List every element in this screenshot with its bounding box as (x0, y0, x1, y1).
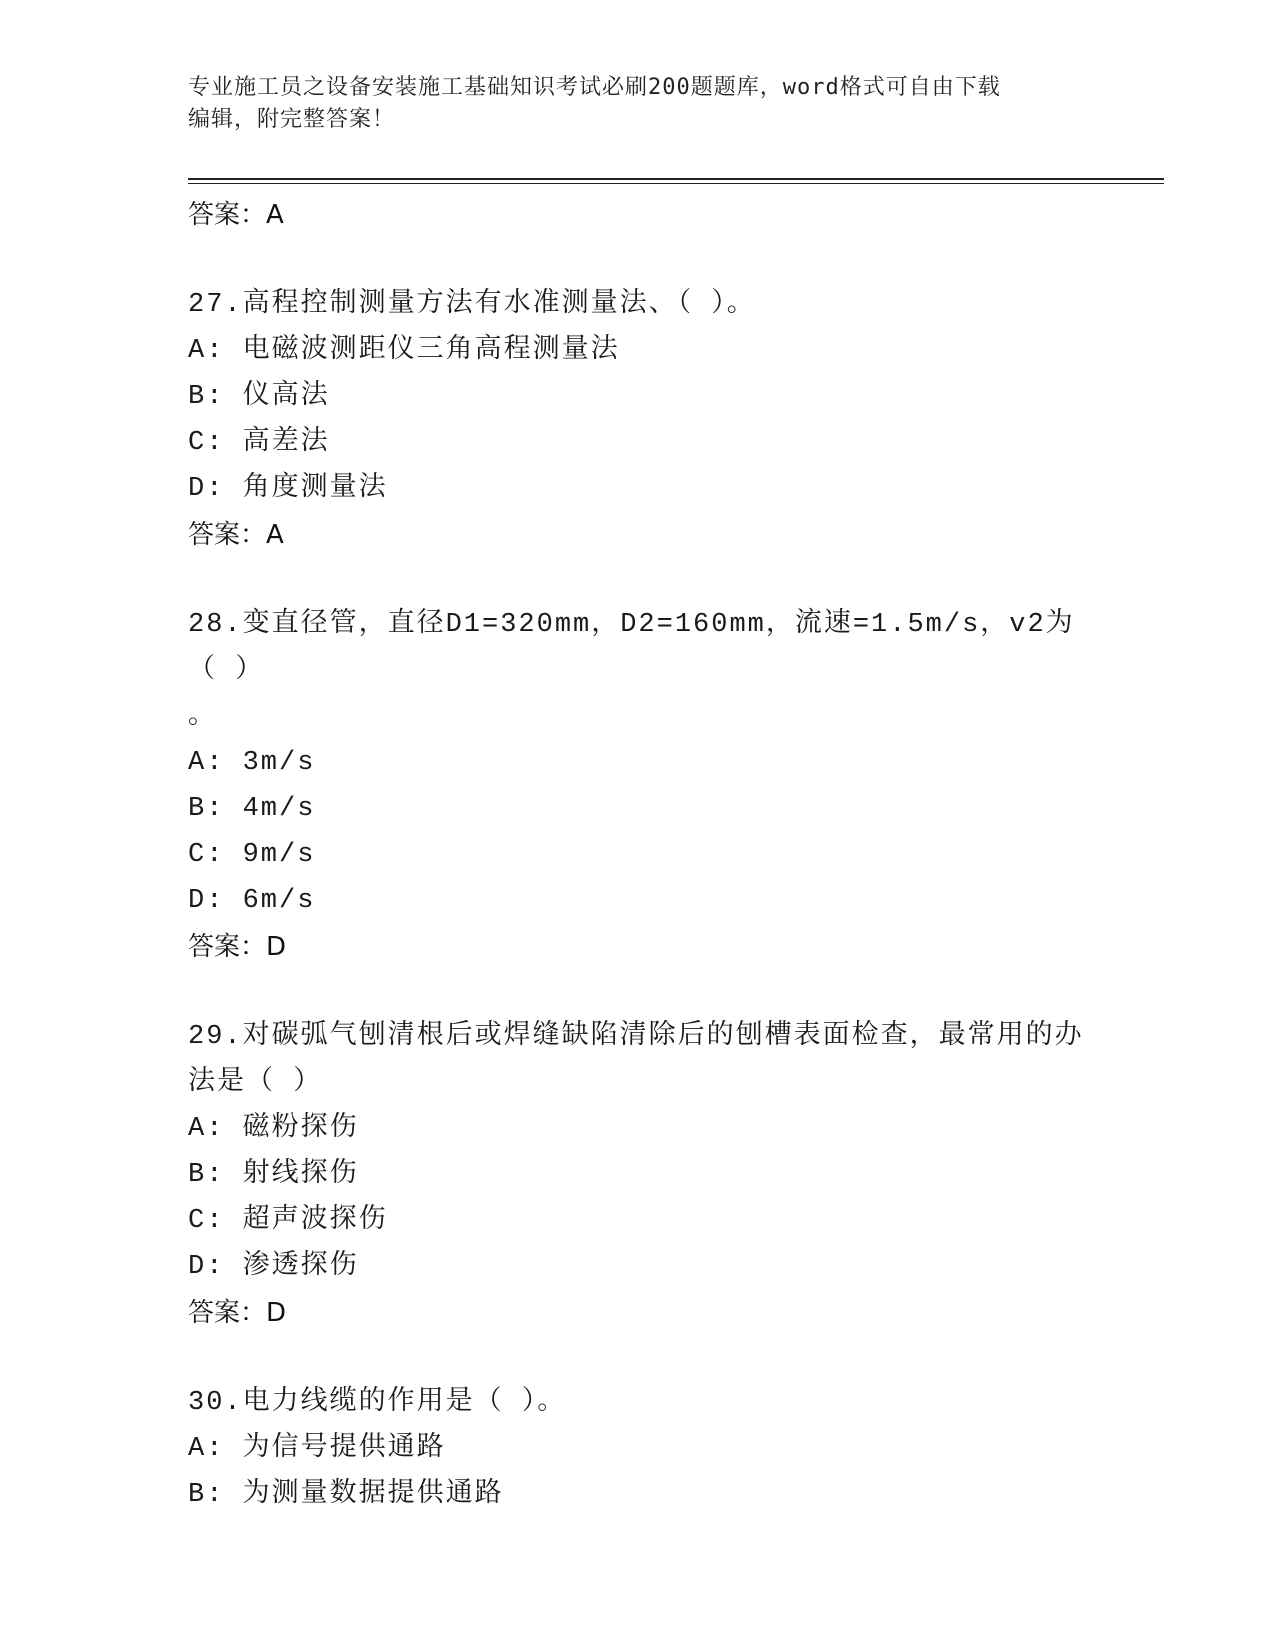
option-c: C: 高差法 (188, 428, 330, 458)
option-c: C: 9m/s (188, 840, 316, 870)
answer-line: 答案：A (188, 200, 284, 230)
option-d: D: 6m/s (188, 886, 316, 916)
option-b: B: 仪高法 (188, 382, 330, 412)
option-a: A: 电磁波测距仪三角高程测量法 (188, 336, 620, 366)
question-text-continued: 。 (188, 702, 217, 732)
question-block-28 (188, 602, 1088, 970)
option-b: B: 射线探伤 (188, 1160, 359, 1190)
answer-line: 答案：D (188, 932, 287, 962)
option-d: D: 渗透探伤 (188, 1252, 359, 1282)
question-block-30 (188, 1380, 1088, 1518)
option-c: C: 超声波探伤 (188, 1206, 388, 1236)
question-text-continued: 法是（ ） (188, 1068, 323, 1098)
question-text: 29.对碳弧气刨清根后或焊缝缺陷清除后的刨槽表面检查，最常用的办 (188, 1022, 1084, 1052)
question-block-29 (188, 1014, 1088, 1336)
question-text: 28.变直径管，直径D1=320mm，D2=160mm，流速=1.5m/s，v2为（ ） (188, 610, 1075, 686)
header-divider-thick (188, 178, 1164, 180)
question-text: 30.电力线缆的作用是（ ）。 (188, 1388, 567, 1418)
option-b: B: 4m/s (188, 794, 316, 824)
header-line-1: 专业施工员之设备安装施工基础知识考试必刷200题题库，word格式可自由下载 (188, 75, 1001, 100)
option-a: A: 磁粉探伤 (188, 1114, 359, 1144)
document-header (188, 72, 1088, 136)
header-line-2: 编辑，附完整答案！ (188, 107, 396, 132)
option-d: D: 角度测量法 (188, 474, 388, 504)
header-divider-thin (188, 183, 1164, 184)
question-text: 27.高程控制测量方法有水准测量法、（ ）。 (188, 290, 756, 320)
answer-line: 答案：D (188, 1298, 287, 1328)
option-a: A: 3m/s (188, 748, 316, 778)
option-b: B: 为测量数据提供通路 (188, 1480, 504, 1510)
option-a: A: 为信号提供通路 (188, 1434, 446, 1464)
question-block-27 (188, 282, 1088, 558)
question-list (188, 188, 1088, 1518)
answer-line: 答案：A (188, 520, 284, 550)
